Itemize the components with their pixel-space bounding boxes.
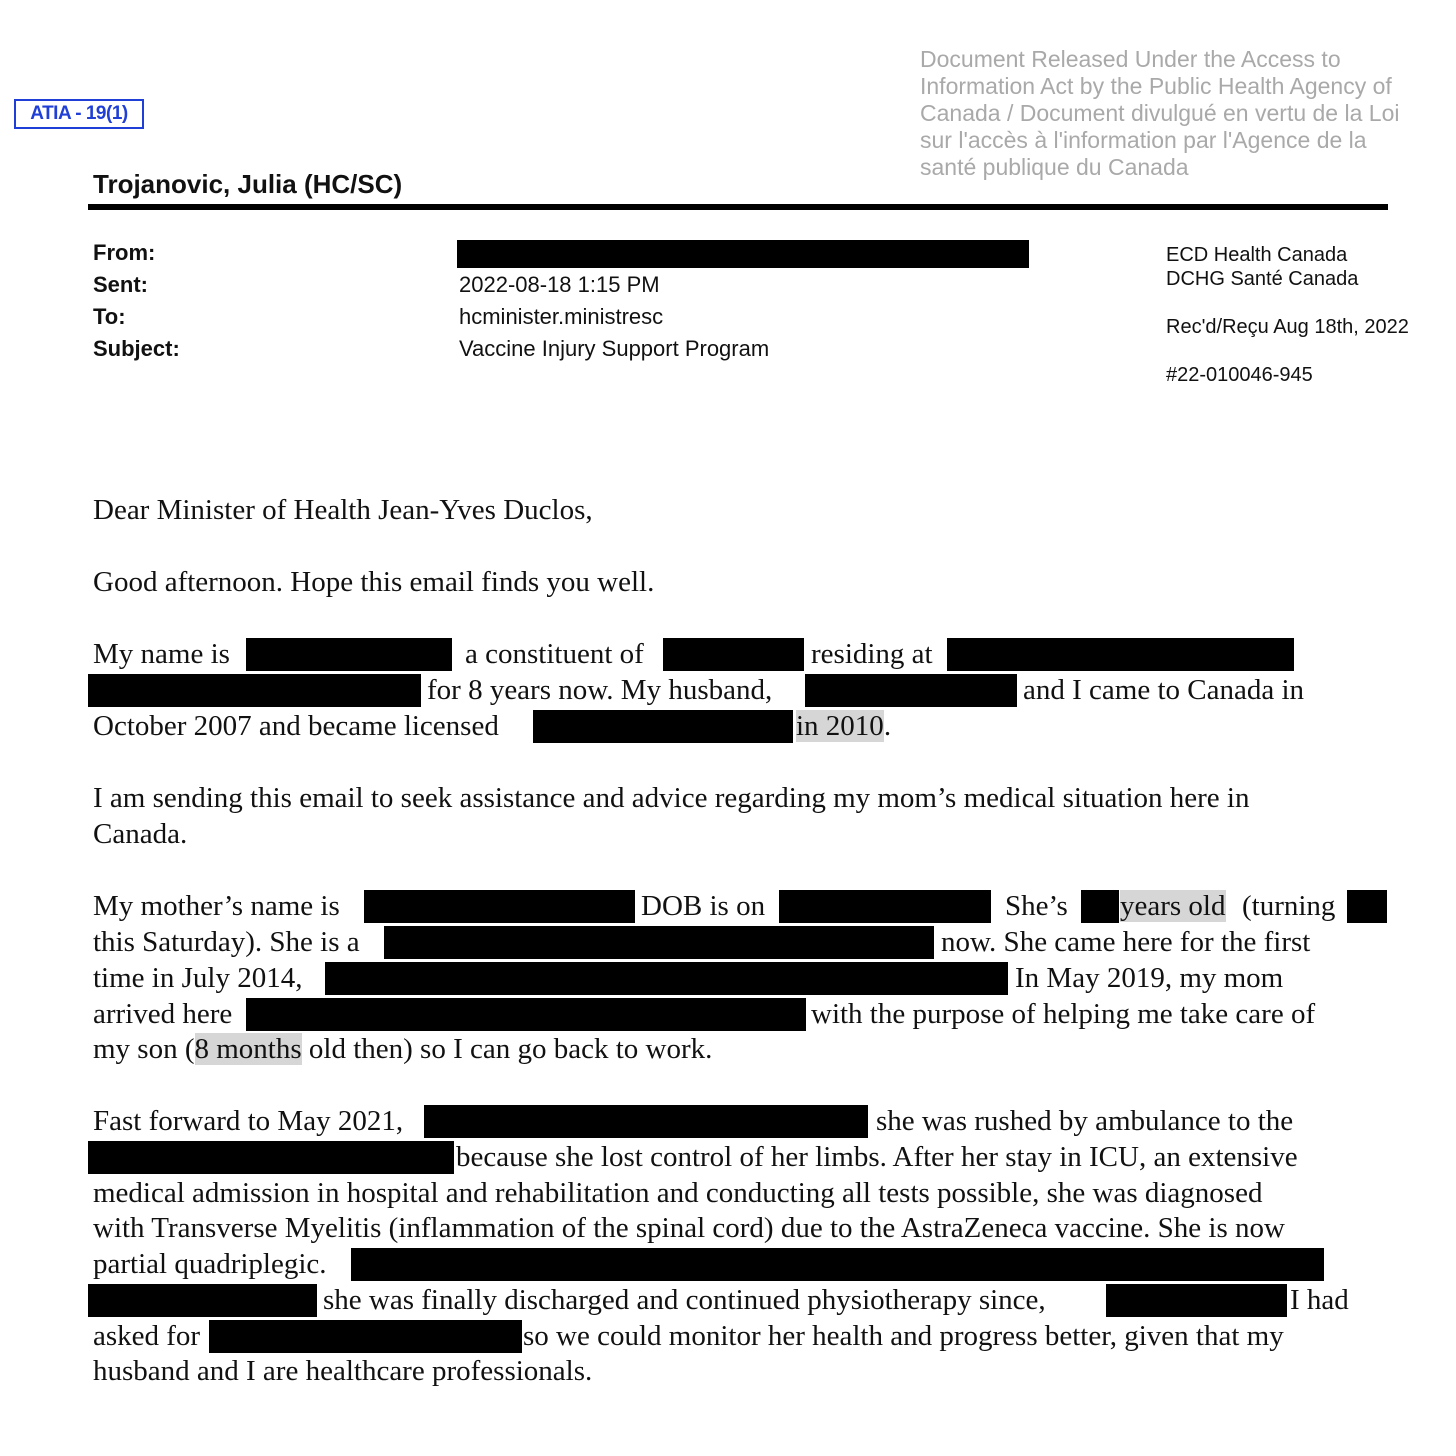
ecd-line-1: ECD Health Canada [1166, 244, 1348, 266]
redaction-block [351, 1248, 1324, 1281]
redaction-from [457, 240, 1029, 268]
highlighted-text: in 2010 [796, 710, 884, 742]
p4-text: so we could monitor her health and progress better, given that my [523, 1320, 1284, 1352]
redaction-block [1106, 1284, 1287, 1317]
p3-text: My mother’s name is [93, 890, 340, 922]
p4-text: I had [1290, 1284, 1349, 1316]
redaction-block [533, 710, 793, 743]
p4-text: husband and I are healthcare professionals. [93, 1355, 593, 1387]
p4-text: medical admission in hospital and rehabilitation and conducting all tests possible, she was diagnosed [93, 1177, 1263, 1209]
p3-text: time in July 2014, [93, 962, 303, 994]
redaction-block [88, 674, 421, 707]
p1-text: for 8 years now. My husband, [427, 674, 773, 706]
p1-text: October 2007 and became licensed [93, 710, 499, 742]
redaction-block [364, 890, 635, 923]
p4-text: Fast forward to May 2021, [93, 1105, 404, 1137]
ecd-received: Rec'd/Reçu Aug 18th, 2022 [1166, 316, 1409, 338]
p4-text: partial quadriplegic. [93, 1248, 327, 1280]
p2-text: I am sending this email to seek assistance and advice regarding my mom’s medical situation here in [93, 782, 1250, 814]
from-label: From: [93, 240, 156, 265]
p3-text: She’s [1005, 890, 1068, 922]
sent-value: 2022-08-18 1:15 PM [459, 272, 660, 297]
sent-label: Sent: [93, 272, 148, 297]
release-stamp [920, 46, 1440, 181]
p3-text: In May 2019, my mom [1015, 962, 1284, 994]
header-divider [88, 204, 1388, 210]
redaction-block [1347, 890, 1387, 923]
to-value: hcminister.ministresc [459, 304, 664, 329]
p4-text: she was finally discharged and continued physiotherapy since, [323, 1284, 1046, 1316]
p3-text: this Saturday). She is a [93, 926, 360, 958]
redaction-block [246, 638, 452, 671]
p4-text: with Transverse Myelitis (inflammation of the spinal cord) due to the AstraZeneca vaccine. She is now [93, 1212, 1285, 1244]
p4-text: asked for [93, 1320, 201, 1352]
p1-text: a constituent of [465, 638, 644, 670]
recipient-name: Trojanovic, Julia (HC/SC) [93, 169, 403, 199]
stamp-line: sur l'accès à l'information par l'Agence de la [920, 127, 1367, 153]
p3-text: DOB is on [641, 890, 766, 922]
ecd-number: #22-010046-945 [1166, 364, 1313, 386]
redaction-block [209, 1320, 522, 1353]
p1-text: residing at [811, 638, 933, 670]
stamp-line: santé publique du Canada [920, 154, 1189, 180]
ecd-line-2: DCHG Santé Canada [1166, 268, 1359, 290]
redaction-block [947, 638, 1294, 671]
p3-text: my son ( [93, 1033, 195, 1065]
p3-text: (turning [1242, 890, 1336, 922]
redaction-block [88, 1141, 454, 1174]
p1-text: . [883, 710, 892, 742]
redaction-block [805, 674, 1017, 707]
atia-exemption-label: ATIA - 19(1) [14, 99, 144, 129]
greeting: Dear Minister of Health Jean-Yves Duclos, [93, 494, 593, 526]
p4-text: she was rushed by ambulance to the [876, 1105, 1294, 1137]
p3-text: old then) so I can go back to work. [301, 1033, 713, 1065]
stamp-line: Information Act by the Public Health Agency of [920, 73, 1392, 99]
redaction-block [384, 926, 934, 959]
redaction-block [88, 1284, 317, 1317]
highlighted-text: 8 months [194, 1033, 302, 1065]
p4-text: because she lost control of her limbs. After her stay in ICU, an extensive [456, 1141, 1298, 1173]
redaction-block [663, 638, 804, 671]
p1-text: and I came to Canada in [1023, 674, 1305, 706]
redaction-block [246, 998, 806, 1031]
highlighted-text: years old [1120, 890, 1226, 922]
stamp-line: Canada / Document divulgué en vertu de la Loi [920, 100, 1400, 126]
to-label: To: [93, 304, 126, 329]
p3-text: arrived here [93, 998, 233, 1030]
redaction-block [1081, 890, 1119, 923]
subject-value: Vaccine Injury Support Program [459, 336, 770, 361]
p3-text: with the purpose of helping me take care of [811, 998, 1316, 1030]
redaction-block [424, 1105, 868, 1138]
stamp-line: Document Released Under the Access to [920, 46, 1341, 72]
p1-text: My name is [93, 638, 230, 670]
subject-label: Subject: [93, 336, 180, 361]
p3-text: now. She came here for the first [941, 926, 1311, 958]
p2-text: Canada. [93, 818, 188, 850]
redaction-block [779, 890, 991, 923]
intro: Good afternoon. Hope this email finds you well. [93, 566, 655, 598]
redaction-block [325, 962, 1008, 995]
